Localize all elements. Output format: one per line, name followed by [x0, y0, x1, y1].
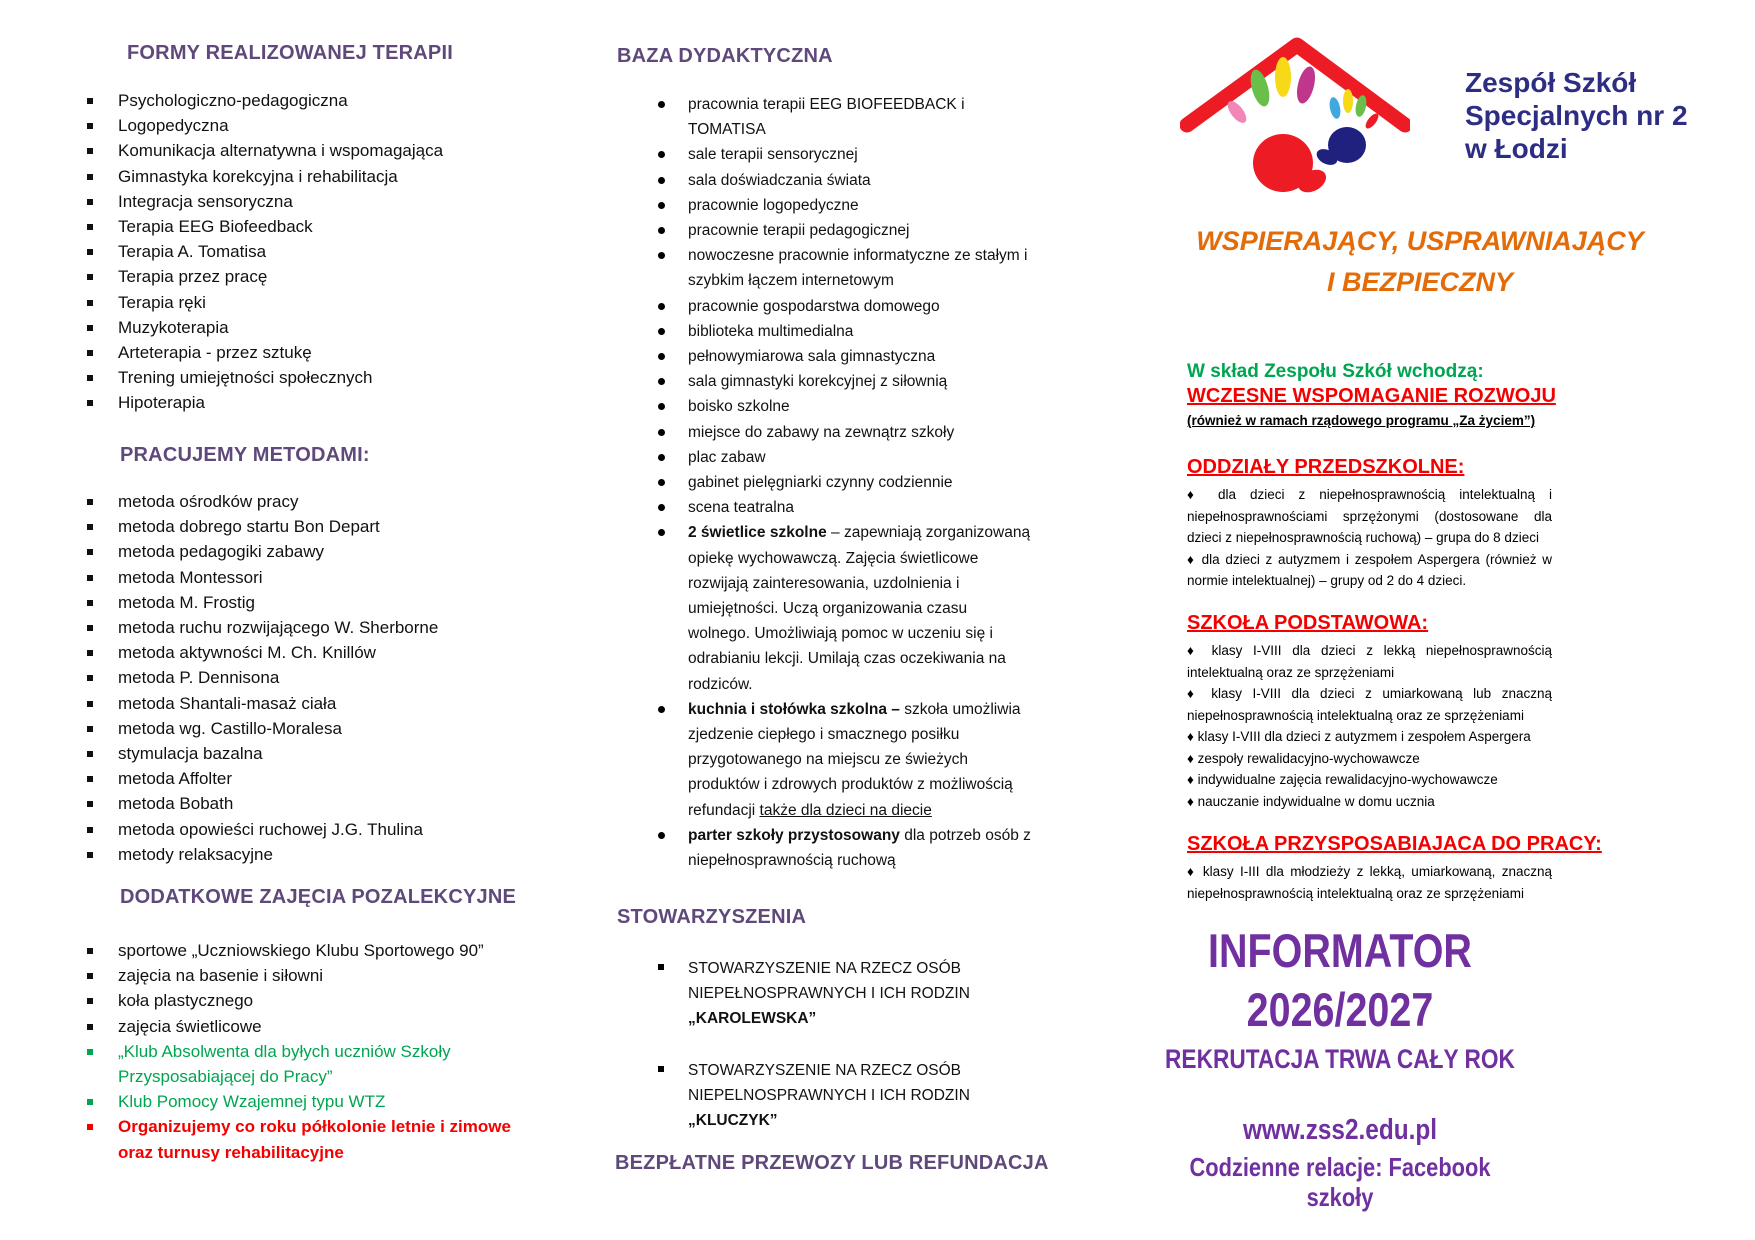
heading-zajecia-pozalekcyjne: DODATKOWE ZAJĘCIA POZALEKCYJNE: [120, 886, 517, 908]
list-item: pełnowymiarowa sala gimnastyczna: [545, 344, 1033, 369]
section-heading: SZKOŁA PRZYSPOSABIAJACA DO PRACY:: [1187, 833, 1602, 855]
intro-red-line: WCZESNE WSPOMAGANIE ROZWOJU: [1187, 385, 1556, 407]
list-item: pracownie terapii pedagogicznej: [545, 218, 1033, 243]
list-item: sale terapii sensorycznej: [545, 142, 1033, 167]
therapy-list: [60, 88, 518, 416]
list-item: metoda pedagogiki zabawy: [60, 539, 518, 564]
list-item: Muzykoterapia: [60, 315, 518, 340]
list-item: pracownie logopedyczne: [545, 193, 1033, 218]
list-item: scena teatralna: [545, 495, 1033, 520]
associations-list: [545, 956, 1033, 1159]
section-heading: ODDZIAŁY PRZEDSZKOLNE:: [1187, 456, 1465, 478]
list-item: gabinet pielęgniarki czynny codziennie: [545, 470, 1033, 495]
school-name-line: w Łodzi: [1465, 133, 1568, 164]
section-paragraph: ♦ klasy I-VIII dla dzieci z umiarkowaną lub znaczną niepełnosprawnością intelektualną oraz ze sprzężeniami: [1187, 686, 1552, 723]
list-item: Organizujemy co roku półkolonie letnie i zimowe oraz turnusy rehabilitacyjne: [60, 1114, 518, 1164]
school-name-line: Zespół Szkół: [1465, 67, 1637, 98]
list-item: Psychologiczno-pedagogiczna: [60, 88, 518, 113]
list-item: stymulacja bazalna: [60, 741, 518, 766]
list-item: STOWARZYSZENIE NA RZECZ OSÓB NIEPELNOSPRAWNYCH I ICH RODZIN „KLUCZYK”: [545, 1058, 1033, 1134]
list-item: Trening umiejętności społecznych: [60, 365, 518, 390]
list-item: parter szkoły przystosowany dla potrzeb osób z niepełnosprawnością ruchową: [545, 823, 1033, 873]
motto-line: I BEZPIECZNY: [1326, 267, 1514, 297]
section-paragraph: ♦ zespoły rewalidacyjno-wychowawcze: [1187, 750, 1420, 766]
school-motto: [1190, 221, 1650, 303]
list-item: Terapia EEG Biofeedback: [60, 214, 518, 239]
list-item: metoda aktywności M. Ch. Knillów: [60, 640, 518, 665]
intro-note-line: (również w ramach rządowego programu „Za życiem”): [1187, 413, 1536, 428]
section-szkola-podstawowa: [1187, 612, 1552, 812]
informator-year: 2026/2027: [1246, 983, 1434, 1036]
extra-activities-list: [60, 938, 518, 1165]
heading-formy-terapii: FORMY REALIZOWANEJ TERAPII: [127, 42, 453, 64]
list-item: metody relaksacyjne: [60, 842, 518, 867]
list-item: metoda wg. Castillo-Moralesa: [60, 716, 518, 741]
list-item: metoda Shantali-masaż ciała: [60, 691, 518, 716]
list-item: metoda P. Dennisona: [60, 665, 518, 690]
heading-przewozy: BEZPŁATNE PRZEWOZY LUB REFUNDACJA: [615, 1152, 1049, 1174]
list-item: Gimnastyka korekcyjna i rehabilitacja: [60, 164, 518, 189]
column-therapies: [60, 0, 555, 1240]
list-item: nowoczesne pracownie informatyczne ze stałym i szybkim łączem internetowym: [545, 243, 1033, 293]
column-facilities: [545, 0, 1050, 1240]
section-body: [1187, 484, 1552, 592]
list-item: Logopedyczna: [60, 113, 518, 138]
list-item: pracownia terapii EEG BIOFEEDBACK i TOMATISA: [545, 92, 1033, 142]
website-url: www.zss2.edu.pl: [1242, 1114, 1438, 1146]
recruitment-line: REKRUTACJA TRWA CAŁY ROK: [1165, 1044, 1515, 1074]
school-name: [1465, 66, 1688, 165]
list-item: Klub Pomocy Wzajemnej typu WTZ: [60, 1089, 518, 1114]
section-szkola-przysposabiajaca: [1187, 833, 1602, 904]
section-body: [1187, 640, 1552, 812]
logo-roof: [1187, 45, 1405, 125]
list-item: metoda Montessori: [60, 565, 518, 590]
heading-stowarzyszenia: STOWARZYSZENIA: [617, 906, 807, 928]
list-item: Terapia ręki: [60, 290, 518, 315]
list-item: Integracja sensoryczna: [60, 189, 518, 214]
list-item: Terapia przez pracę: [60, 264, 518, 289]
methods-list: [60, 489, 518, 867]
list-item: sala gimnastyki korekcyjnej z siłownią: [545, 369, 1033, 394]
list-item: sala doświadczania świata: [545, 168, 1033, 193]
section-paragraph: ♦ dla dzieci z niepełnosprawnością intelektualną i niepełnosprawnościami sprzężonymi (dostosowane dla dzieci z niepełnosprawnością ruchową) – grupa do 8 dzieci: [1187, 487, 1552, 545]
list-item: sportowe „Uczniowskiego Klubu Sportowego 90”: [60, 938, 518, 963]
list-item: metoda opowieści ruchowej J.G. Thulina: [60, 817, 518, 842]
section-paragraph: ♦ nauczanie indywidualne w domu ucznia: [1187, 793, 1435, 809]
list-item: metoda Bobath: [60, 791, 518, 816]
section-paragraph: ♦ indywidualne zajęcia rewalidacyjno-wychowawcze: [1187, 772, 1498, 787]
list-item: „Klub Absolwenta dla byłych uczniów Szkoły Przysposabiającej do Pracy”: [60, 1039, 518, 1089]
school-logo-icon: [1180, 33, 1410, 198]
facilities-list: [545, 92, 1033, 873]
list-item: 2 świetlice szkolne – zapewniają zorganizowaną opiekę wychowawczą. Zajęcia świetlicowe rozwijają zainteresowania, uzdolnienia i umiejętności. Uczą organizowania czasu wolnego. Umożliwiają pomoc w uczeniu się i odrabianiu lekcji. Umilają czas oczekiwania na rodziców.: [545, 520, 1033, 696]
list-item: boisko szkolne: [545, 394, 1033, 419]
informator-block: [1164, 922, 1517, 1212]
section-oddzialy-przedszkolne: [1187, 456, 1552, 592]
list-item: metoda Affolter: [60, 766, 518, 791]
section-paragraph: ♦ klasy I-VIII dla dzieci z lekką niepełnosprawnością intelektualną oraz ze sprzężeniami: [1187, 643, 1552, 680]
section-paragraph: ♦ dla dzieci z autyzmem i zespołem Aspergera (również w normie intelektualnej) – grupy od 2 do 4 dzieci.: [1187, 551, 1552, 588]
list-item: biblioteka multimedialna: [545, 319, 1033, 344]
informator-title: INFORMATOR: [1208, 924, 1472, 977]
list-item: metoda ośrodków pracy: [60, 489, 518, 514]
section-heading: SZKOŁA PODSTAWOWA:: [1187, 612, 1429, 634]
list-item: Terapia A. Tomatisa: [60, 239, 518, 264]
list-item: zajęcia na basenie i siłowni: [60, 963, 518, 988]
list-item: STOWARZYSZENIE NA RZECZ OSÓB NIEPEŁNOSPRAWNYCH I ICH RODZIN „KAROLEWSKA”: [545, 956, 1033, 1032]
school-name-line: Specjalnych nr 2: [1465, 100, 1688, 131]
list-item: metoda ruchu rozwijającego W. Sherborne: [60, 615, 518, 640]
heading-baza-dydaktyczna: BAZA DYDAKTYCZNA: [617, 45, 833, 67]
list-item: miejsce do zabawy na zewnątrz szkoły: [545, 420, 1033, 445]
list-item: metoda M. Frostig: [60, 590, 518, 615]
section-body: [1187, 861, 1552, 904]
section-paragraph: ♦ klasy I-VIII dla dzieci z autyzmem i zespołem Aspergera: [1187, 729, 1531, 744]
list-item: zajęcia świetlicowe: [60, 1014, 518, 1039]
list-item: plac zabaw: [545, 445, 1033, 470]
list-item: Arteterapia - przez sztukę: [60, 340, 518, 365]
intro-green-line: W skład Zespołu Szkół wchodzą:: [1187, 361, 1484, 382]
facebook-line: Codzienne relacje: Facebook szkoły: [1189, 1152, 1491, 1212]
list-item: Komunikacja alternatywna i wspomagająca: [60, 138, 518, 163]
list-item: kuchnia i stołówka szkolna – szkoła umożliwia zjedzenie ciepłego i smacznego posiłku przygotowanego na miejscu ze świeżych produktów i zdrowych produktów z możliwością refundacji także dla dzieci na diecie: [545, 697, 1033, 823]
list-item: metoda dobrego startu Bon Depart: [60, 514, 518, 539]
list-item: koła plastycznego: [60, 988, 518, 1013]
motto-line: WSPIERAJĄCY, USPRAWNIAJĄCY: [1196, 226, 1644, 256]
heading-metody: PRACUJEMY METODAMI:: [120, 444, 370, 466]
list-item: Hipoterapia: [60, 390, 518, 415]
section-paragraph: ♦ klasy I-III dla młodzieży z lekką, umiarkowaną, znaczną niepełnosprawnością intelektualną oraz ze sprzężeniami: [1187, 864, 1552, 901]
list-item: pracownie gospodarstwa domowego: [545, 294, 1033, 319]
